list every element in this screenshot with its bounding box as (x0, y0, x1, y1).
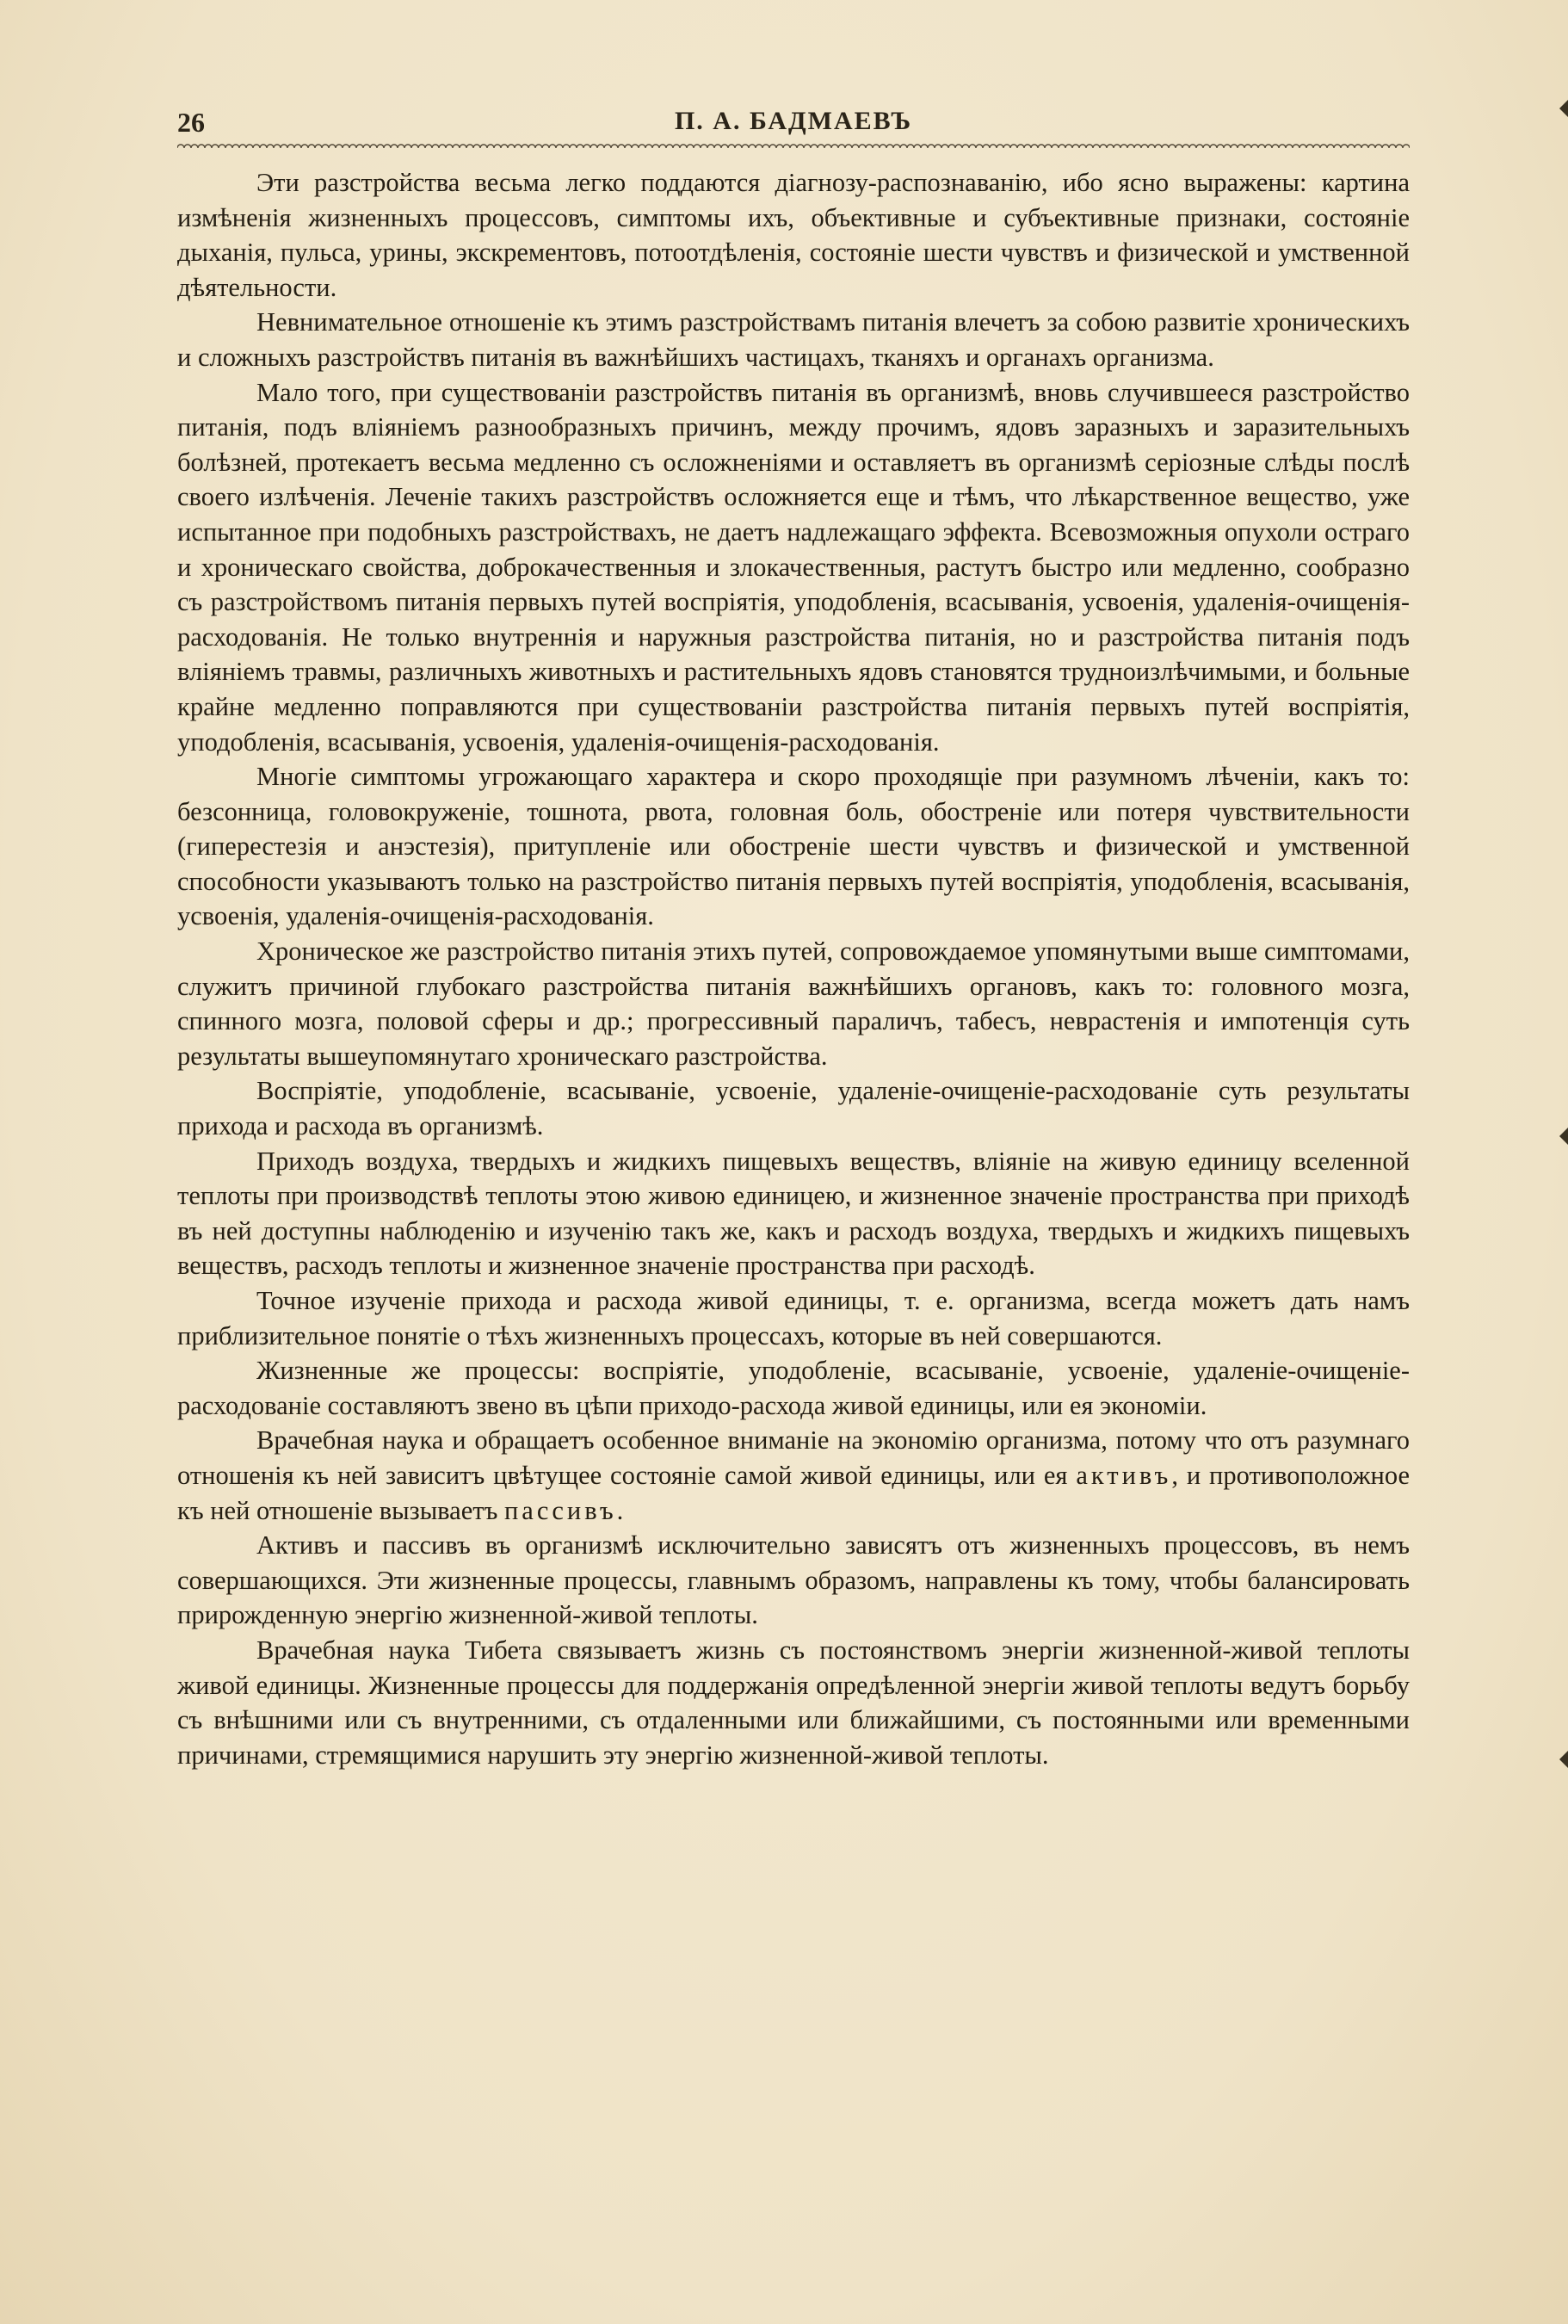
paragraph: Невнимательное отношенiе къ этимъ разстройствамъ питанiя влечетъ за собою развитiе хроническихъ и сложныхъ разстройствъ питанiя въ важнѣйшихъ частицахъ, тканяхъ и органахъ организма. (177, 307, 1410, 372)
paragraph (177, 1423, 1410, 1528)
edge-mark (1559, 1128, 1568, 1145)
page-number: 26 (177, 107, 205, 138)
paragraph: Точное изученiе прихода и расхода живой единицы, т. е. организма, всегда можетъ дать намъ приблизительное понятiе о тѣхъ жизненныхъ процессахъ, которые въ ней совершаются. (177, 1286, 1410, 1351)
paragraph: Эти разстройства весьма легко поддаются дiагнозу-распознаванiю, ибо ясно выражены: картина измѣненiя жизненныхъ процессовъ, симптомы ихъ, объективные и субъективные признаки, состоянiе дыханiя, пульса, урины, экскрементовъ, потоотдѣленiя, состоянiе шести чувствъ и физической и умственной дѣятельности. (177, 168, 1410, 302)
paragraph-text: , и противоположное къ ней отношенiе вызываетъ (177, 1460, 1410, 1525)
paragraph: Жизненные же процессы: воспрiятiе, уподобленiе, всасыванiе, усвоенiе, удаленiе-очищенiе-расходованiе составляютъ звено въ цѣпи приходо-расхода живой единицы, или ея экономiи. (177, 1356, 1410, 1420)
body-text (177, 165, 1410, 1772)
running-head: П. А. БАДМАЕВЪ (674, 107, 913, 135)
paragraph: Приходъ воздуха, твердыхъ и жидкихъ пищевыхъ веществъ, влiянiе на живую единицу вселенной теплоты при производствѣ теплоты этою живою единицею, и жизненное значенiе пространства при приходѣ въ ней доступны наблюденiю и изученiю такъ же, какъ и расходъ воздуха, твердыхъ и жидкихъ пищевыхъ веществъ, расходъ теплоты и жизненное значенiе пространства при расходѣ. (177, 1146, 1410, 1281)
edge-mark (1559, 100, 1568, 117)
paragraph-text: Врачебная наука и обращаетъ особенное вниманiе на экономiю организма, потому что отъ разумнаго отношенiя къ ней зависитъ цвѣтущее состоянiе самой живой единицы, или ея (177, 1425, 1410, 1490)
page-header (177, 107, 1410, 141)
edge-mark (1559, 1751, 1568, 1768)
paragraph: Многiе симптомы угрожающаго характера и скоро проходящiе при разумномъ лѣченiи, какъ то: безсонница, головокруженiе, тошнота, рвота, головная боль, обостренiе или потеря чувствительности (гиперестезiя и анэстезiя), притупленiе или обостренiе шести чувствъ и физической и умственной способности указываютъ только на разстройство питанiя первыхъ путей воспрiятiя, уподобленiя, всасыванiя, усвоенiя, удаленiя-очищенiя-расходованiя. (177, 762, 1410, 931)
paragraph: Воспрiятiе, уподобленiе, всасыванiе, усвоенiе, удаленiе-очищенiе-расходованiе суть результаты прихода и расхода въ организмѣ. (177, 1076, 1410, 1141)
paragraph-text: . (616, 1495, 624, 1525)
header-rule (177, 143, 1410, 148)
paragraph: Активъ и пассивъ въ организмѣ исключительно зависятъ отъ жизненныхъ процессовъ, въ немъ совершающихся. Эти жизненные процессы, главнымъ образомъ, направлены къ тому, чтобы балансировать прирожденную энергiю жизненной-живой теплоты. (177, 1530, 1410, 1630)
paragraph: Врачебная наука Тибета связываетъ жизнь съ постоянствомъ энергiи жизненной-живой теплоты живой единицы. Жизненные процессы для поддержанiя опредѣленной энергiи живой теплоты ведутъ борьбу съ внѣшними или съ внутренними, съ отдаленными или ближайшими, съ постоянными или временными причинами, стремящимися нарушить эту энергiю жизненной-живой теплоты. (177, 1635, 1410, 1770)
paragraph: Хроническое же разстройство питанiя этихъ путей, сопровождаемое упомянутыми выше симптомами, служитъ причиной глубокаго разстройства питанiя важнѣйшихъ органовъ, какъ то: головного мозга, спинного мозга, половой сферы и др.; прогрессивный параличъ, табесъ, неврастенiя и импотенцiя суть результаты вышеупомянутаго хроническаго разстройства. (177, 936, 1410, 1071)
spaced-term-active: активъ (1076, 1460, 1172, 1490)
paragraph: Мало того, при существованiи разстройствъ питанiя въ организмѣ, вновь случившееся разстройство питанiя, подъ влiянiемъ разнообразныхъ причинъ, между прочимъ, ядовъ заразныхъ и заразительныхъ болѣзней, протекаетъ весьма медленно съ осложненiями и оставляетъ въ организмѣ серiозные слѣды послѣ своего излѣченiя. Леченiе такихъ разстройствъ осложняется еще и тѣмъ, что лѣкарственное вещество, уже испытанное при подобныхъ разстройствахъ, не даетъ надлежащаго эффекта. Всевозможныя опухоли остраго и хроническаго свойства, доброкачественныя и злокачественныя, растутъ быстро или медленно, сообразно съ разстройствомъ питанiя первыхъ путей воспрiятiя, уподобленiя, всасыванiя, усвоенiя, удаленiя-очищенiя-расходованiя. Не только внутреннiя и наружныя разстройства питанiя, но и разстройства питанiя подъ влiянiемъ травмы, различныхъ животныхъ и растительныхъ ядовъ становятся трудноизлѣчимыми, и больные крайне медленно поправляются при существованiи разстройства питанiя первыхъ путей воспрiятiя, уподобленiя, всасыванiя, усвоенiя, удаленiя-очищенiя-расходованiя. (177, 377, 1410, 757)
spaced-term-passive: пассивъ (503, 1495, 617, 1525)
